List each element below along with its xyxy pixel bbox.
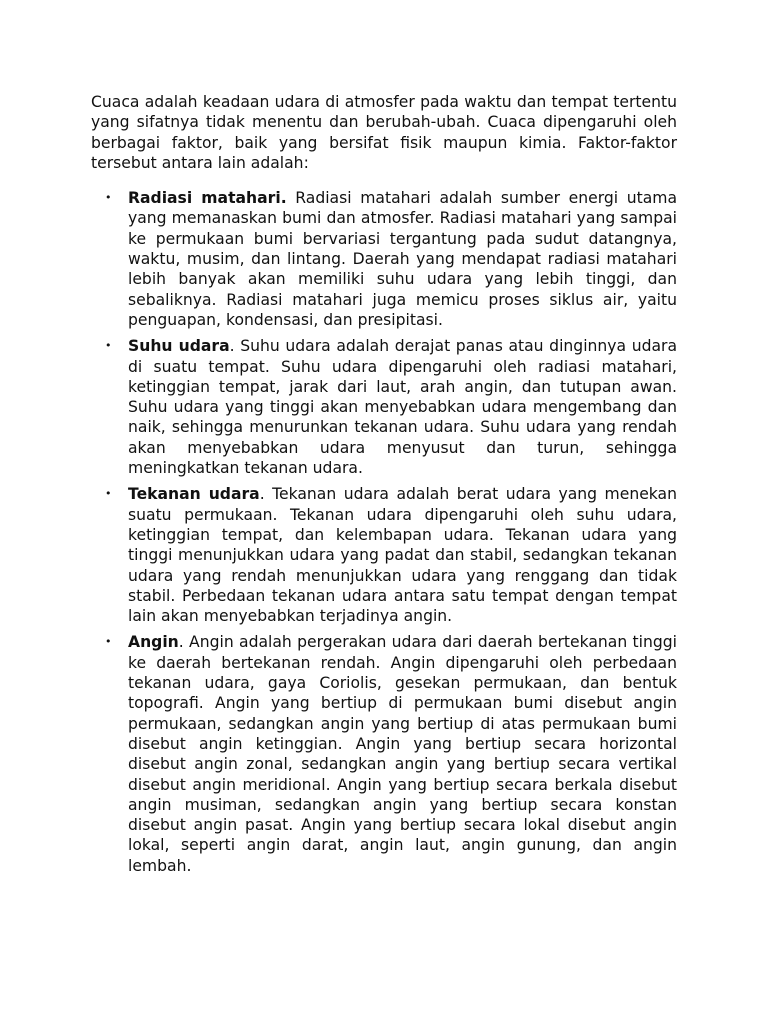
list-item-suhu-udara [91, 336, 677, 478]
factor-description: . Angin adalah pergerakan udara dari daerah bertekanan tinggi ke daerah bertekanan rendah. Angin dipengaruhi oleh perbedaan tekanan udara, gaya Coriolis, gesekan permukaan, dan bentuk topografi. Angin yang bertiup di permukaan bumi disebut angin permukaan, sedangkan angin yang bertiup di atas permukaan bumi disebut angin ketinggian. Angin yang bertiup secara horizontal disebut angin zonal, sedangkan angin yang bertiup secara vertikal disebut angin meridional. Angin yang bertiup secara berkala disebut angin musiman, sedangkan angin yang bertiup secara konstan disebut angin pasat. Angin yang bertiup secara lokal disebut angin lokal, seperti angin darat, angin laut, angin gunung, dan angin lembah. [128, 633, 677, 875]
list-item-angin [91, 632, 677, 876]
factor-list [91, 188, 677, 876]
document-page [91, 92, 677, 882]
bullet-icon: • [105, 339, 112, 353]
factor-description: . Tekanan udara adalah berat udara yang menekan suatu permukaan. Tekanan udara dipengaruhi oleh suhu udara, ketinggian tempat, dan kelembapan udara. Tekanan udara yang tinggi menunjukkan udara yang padat dan stabil, sedangkan tekanan udara yang rendah menunjukkan udara yang renggang dan tidak stabil. Perbedaan tekanan udara antara satu tempat dengan tempat lain akan menyebabkan terjadinya angin. [128, 485, 677, 626]
factor-term: Radiasi matahari. [128, 189, 287, 208]
list-item-tekanan-udara [91, 484, 677, 626]
bullet-icon: • [105, 487, 112, 501]
list-item-radiasi-matahari [91, 188, 677, 330]
factor-term: Tekanan udara [128, 485, 260, 504]
factor-term: Angin [128, 633, 179, 652]
bullet-icon: • [105, 191, 112, 205]
intro-paragraph: Cuaca adalah keadaan udara di atmosfer pada waktu dan tempat tertentu yang sifatnya tidak menentu dan berubah-ubah. Cuaca dipengaruhi oleh berbagai faktor, baik yang bersifat fisik maupun kimia. Faktor-faktor tersebut antara lain adalah: [91, 93, 677, 172]
factor-description: Radiasi matahari adalah sumber energi utama yang memanaskan bumi dan atmosfer. Radiasi matahari yang sampai ke permukaan bumi bervariasi tergantung pada sudut datangnya, waktu, musim, dan lintang. Daerah yang mendapat radiasi matahari lebih banyak akan memiliki suhu udara yang lebih tinggi, dan sebaliknya. Radiasi matahari juga memicu proses siklus air, yaitu penguapan, kondensasi, dan presipitasi. [128, 189, 678, 329]
bullet-icon: • [105, 635, 112, 649]
factor-term: Suhu udara [128, 337, 230, 356]
factor-description: . Suhu udara adalah derajat panas atau dinginnya udara di suatu tempat. Suhu udara dipengaruhi oleh radiasi matahari, ketinggian tempat, jarak dari laut, arah angin, dan tutupan awan. Suhu udara yang tinggi akan menyebabkan udara mengembang dan naik, sehingga menurunkan tekanan udara. Suhu udara yang rendah akan menyebabkan udara menyusut dan turun, sehingga meningkatkan tekanan udara. [128, 337, 678, 478]
